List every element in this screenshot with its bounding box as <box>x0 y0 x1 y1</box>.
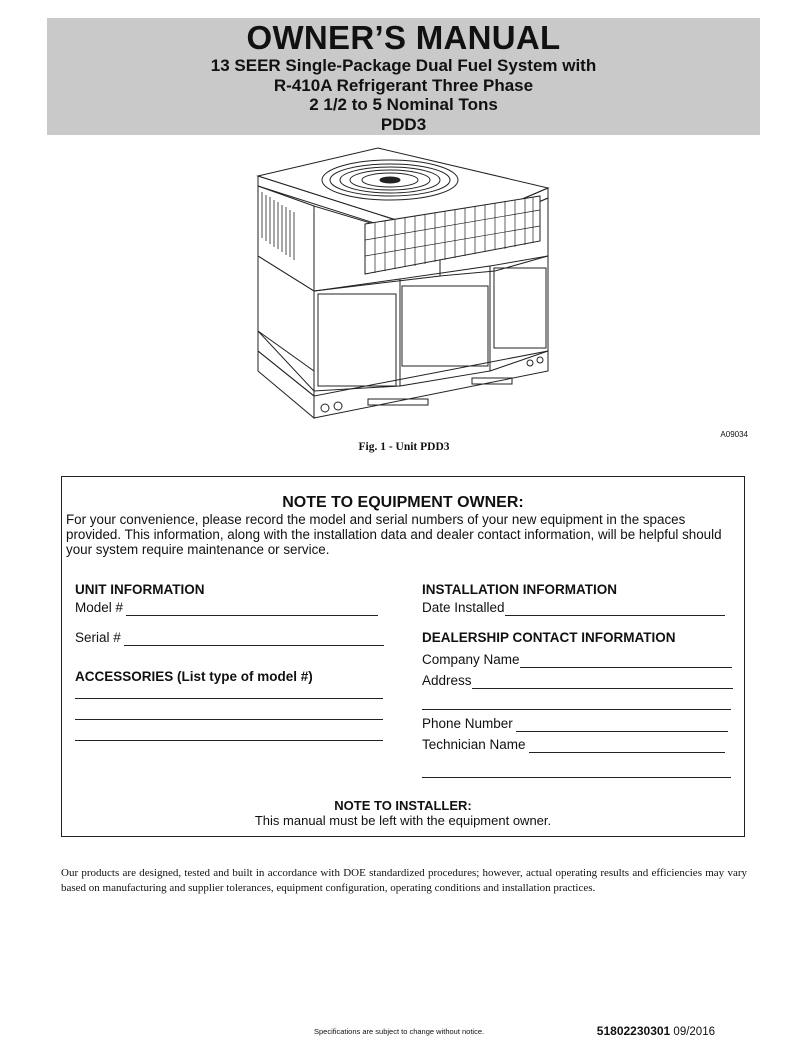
serial-input-line[interactable] <box>124 632 384 646</box>
installer-note-body: This manual must be left with the equipment owner. <box>254 812 552 828</box>
address-field <box>422 673 742 689</box>
accessories-heading: ACCESSORIES (List type of model #) <box>75 669 313 684</box>
dealership-heading: DEALERSHIP CONTACT INFORMATION <box>422 630 676 645</box>
installer-note-heading: NOTE TO INSTALLER: <box>334 798 472 813</box>
date-installed-line[interactable] <box>505 602 725 616</box>
doc-date: 09/2016 <box>673 1026 715 1038</box>
company-field <box>422 652 742 668</box>
date-installed-label: Date Installed <box>422 600 505 615</box>
model-field <box>75 600 395 616</box>
address-line-2[interactable] <box>422 709 731 710</box>
unit-info-heading: UNIT INFORMATION <box>75 582 205 597</box>
title-banner <box>47 18 760 135</box>
company-input-line[interactable] <box>520 654 732 668</box>
technician-input-line[interactable] <box>529 739 725 753</box>
accessories-line-2[interactable] <box>75 719 383 720</box>
company-label: Company Name <box>422 652 520 667</box>
address-input-line[interactable] <box>472 675 733 689</box>
unit-illustration <box>250 146 560 426</box>
owner-note-heading: NOTE TO EQUIPMENT OWNER: <box>282 494 524 511</box>
disclaimer-text: Our products are designed, tested and built in accordance with DOE standardized procedures; however, actual operating results and efficiencies may vary based on manufacturing and supplier tolerances, equipment configuration, operating conditions and installation practices. <box>61 867 747 894</box>
phone-input-line[interactable] <box>516 718 728 732</box>
owner-note-body: For your convenience, please record the model and serial numbers of your new equipment in the spaces provided. This information, along with the installation data and dealer contact information, will be helpful should your system require maintenance or service. <box>66 512 722 557</box>
figure-code: A09034 <box>720 430 748 439</box>
model-input-line[interactable] <box>126 602 378 616</box>
installation-heading: INSTALLATION INFORMATION <box>422 582 617 597</box>
installer-note <box>62 799 744 828</box>
installation-section <box>422 582 742 778</box>
document-number <box>597 1024 715 1038</box>
technician-label: Technician Name <box>422 737 526 752</box>
accessories-line-3[interactable] <box>75 740 383 741</box>
serial-field <box>75 630 395 646</box>
owner-note-box <box>61 476 745 837</box>
manual-title: OWNER’S MANUAL <box>246 19 561 56</box>
doc-number: 51802230301 <box>596 1024 671 1038</box>
spec-change-note: Specifications are subject to change without notice. <box>314 1027 485 1036</box>
technician-line-2[interactable] <box>422 777 731 778</box>
phone-label: Phone Number <box>422 716 513 731</box>
address-label: Address <box>422 673 472 688</box>
date-installed-field <box>422 600 742 616</box>
unit-info-section <box>75 582 395 741</box>
accessories-line-1[interactable] <box>75 698 383 699</box>
subtitle-line-3: 2 1/2 to 5 Nominal Tons <box>309 95 498 114</box>
model-label: Model # <box>75 600 124 615</box>
subtitle-line-2: R-410A Refrigerant Three Phase <box>273 75 534 95</box>
figure-caption: Fig. 1 - Unit PDD3 <box>358 441 450 453</box>
serial-label: Serial # <box>75 630 121 645</box>
technician-field <box>422 737 742 753</box>
subtitle-line-1: 13 SEER Single-Package Dual Fuel System with <box>210 56 597 75</box>
subtitle-line-4: PDD3 <box>380 114 427 134</box>
phone-field <box>422 716 742 732</box>
